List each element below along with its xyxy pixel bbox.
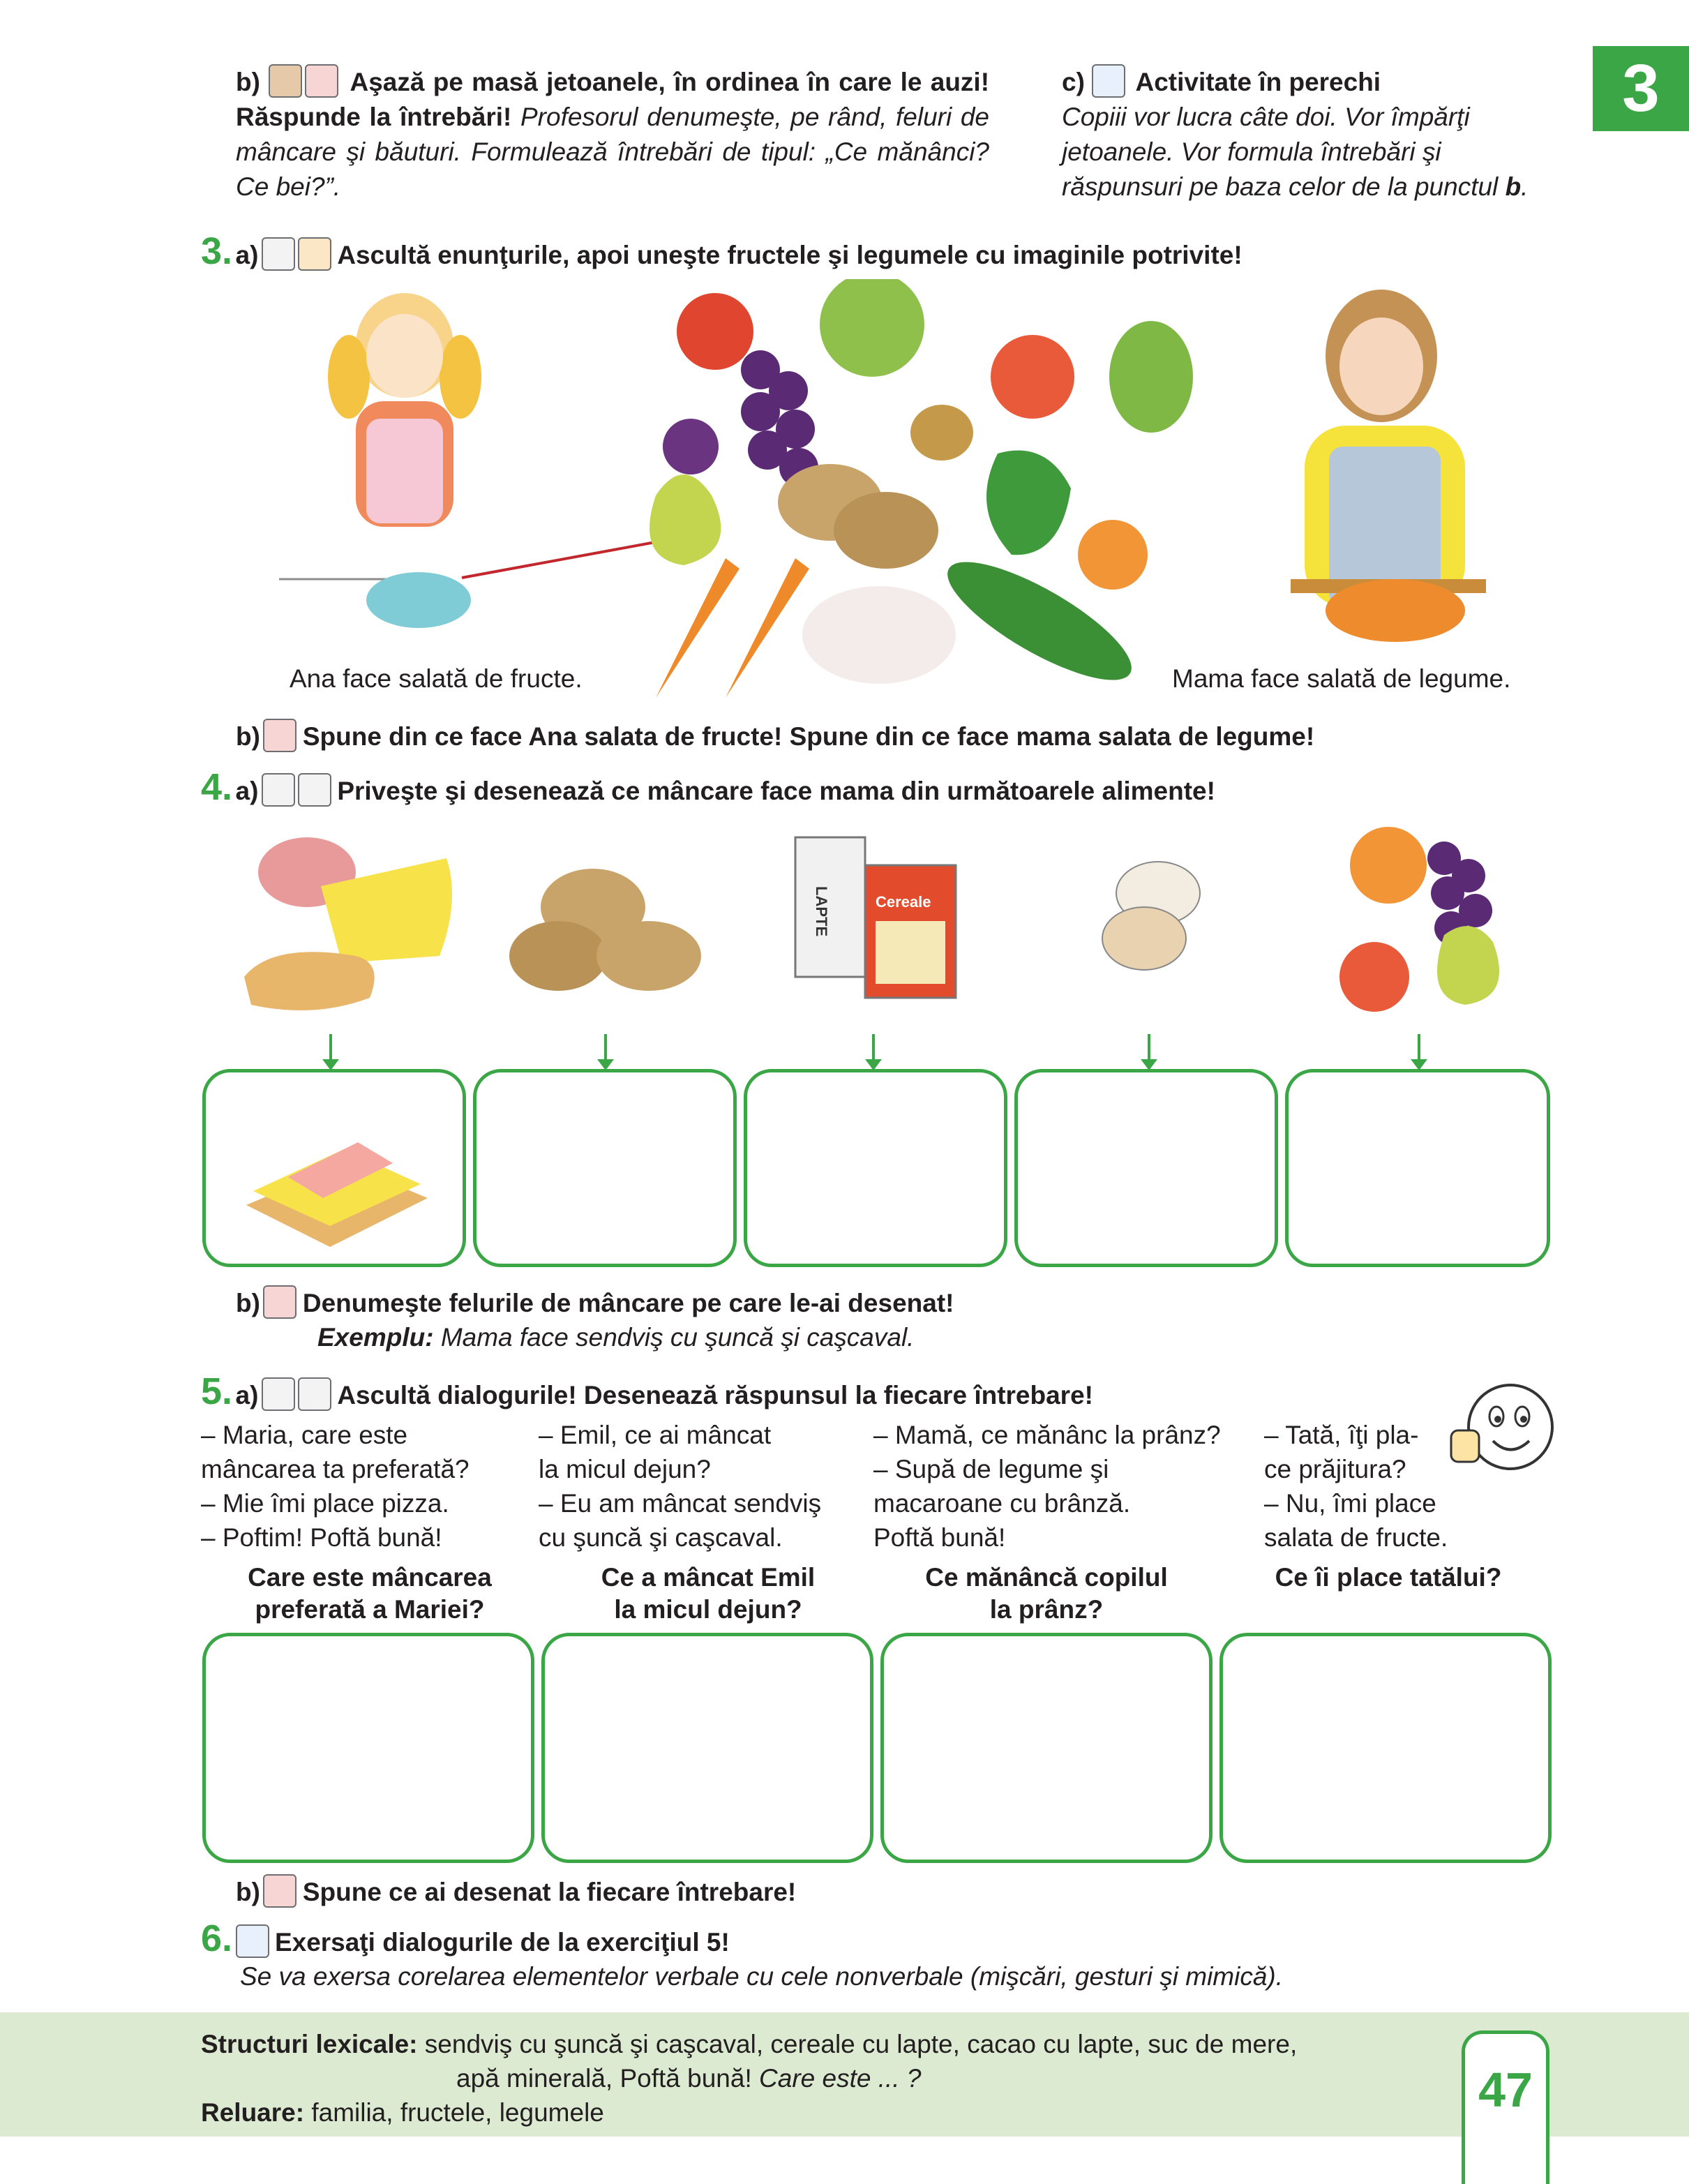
ex4-a-instruction: Priveşte şi desenează ce mâncare face mama din următoarele alimente!: [337, 777, 1215, 805]
ex5-drawing-box-3[interactable]: [880, 1633, 1213, 1863]
question-line: Ce mănâncă copilul: [925, 1563, 1168, 1592]
dialog-line: – Mie îmi place pizza.: [201, 1489, 449, 1518]
milk-label: LAPTE: [813, 886, 830, 937]
lexical-label: Structuri lexicale:: [201, 2030, 418, 2058]
ex5-drawing-box-4[interactable]: [1219, 1633, 1552, 1863]
question-2: [541, 1562, 876, 1626]
ex2-c-block: [1062, 64, 1550, 204]
dialog-line: – Poftim! Poftă bună!: [201, 1523, 442, 1552]
ex6-note: Se va exersa corelarea elementelor verbale cu cele nonverbale (mişcări, gesturi şi mimică).: [240, 1962, 1284, 1991]
dialog-3: [873, 1418, 1264, 1555]
potatoes-illustration: [509, 869, 701, 991]
ex3-a-label: a): [235, 241, 259, 269]
review-label: Reluare:: [201, 2098, 305, 2127]
ex5-drawing-box-1[interactable]: [202, 1633, 534, 1863]
dialog-line: cu şuncă şi caşcaval.: [539, 1523, 783, 1552]
question-line: preferată a Mariei?: [255, 1595, 485, 1624]
dialog-line: mâncarea ta preferată?: [201, 1455, 470, 1483]
pair-children-icon: [1092, 64, 1125, 98]
question-line: la prânz?: [989, 1595, 1104, 1624]
eye-icon: [262, 773, 295, 807]
connect-icon: [298, 237, 331, 271]
dialog-line: – Supă de legume şi: [873, 1455, 1109, 1483]
ham-cheese-bread-illustration: [244, 837, 452, 1010]
question-line: Care este mâncarea: [248, 1563, 492, 1592]
chapter-tab: [1593, 46, 1689, 131]
lips-icon: [263, 1874, 296, 1908]
dialog-2: [539, 1418, 866, 1555]
arrow-1: [329, 1034, 332, 1065]
match-line: [462, 541, 663, 578]
question-4: [1221, 1562, 1556, 1594]
ear-icon: [262, 237, 295, 271]
sandwich-illustration: [232, 1100, 442, 1261]
lips-icon: [263, 719, 296, 752]
dialog-1: [201, 1418, 529, 1555]
ex3-illustration: [279, 279, 1563, 698]
ex2-c-label: c): [1062, 68, 1085, 96]
ex5-b-label: b): [236, 1878, 260, 1906]
ex4-example-text: Mama face sendviş cu şuncă şi caşcaval.: [440, 1323, 915, 1352]
ex4-drawing-box-5[interactable]: [1285, 1069, 1550, 1267]
ex4-number: 4.: [201, 766, 233, 808]
ex2-c-title: Activitate în perechi: [1135, 68, 1381, 96]
ex2-b-note: Profesorul denumeşte, pe rând, feluri de mâncare şi băuturi. Formulează întrebări de tipul: „Ce mănânci? Ce bei?”.: [236, 103, 990, 201]
ex6-number: 6.: [201, 1917, 233, 1959]
lexical-line-1: sendviş cu şuncă şi caşcaval, cereale cu lapte, cacao cu lapte, suc de mere,: [424, 2030, 1298, 2058]
pencil-icon: [298, 1377, 331, 1411]
ex3-heading: [201, 230, 1596, 273]
dialog-line: macaroane cu brânză.: [873, 1489, 1131, 1518]
dialog-line: Poftă bună!: [873, 1523, 1006, 1552]
dialog-line: – Tată, îţi pla-: [1264, 1421, 1419, 1449]
ex4-example-label: Exemplu:: [317, 1323, 434, 1352]
arrow-2: [604, 1034, 607, 1065]
lexical-line-2: apă minerală, Poftă bună!: [456, 2064, 752, 2093]
ex3-number: 3.: [201, 230, 233, 272]
pair-children-icon: [236, 1924, 269, 1958]
smiley-thumbs-up-icon: [1444, 1382, 1556, 1479]
ex5-drawing-box-2[interactable]: [541, 1633, 873, 1863]
ex5-b-instruction: Spune ce ai desenat la fiecare întrebare!: [302, 1878, 797, 1906]
chapter-number: 3: [1622, 51, 1660, 126]
arrow-4: [1148, 1034, 1150, 1065]
dialog-line: salata de fructe.: [1264, 1523, 1448, 1552]
fruit-mix-illustration: [1339, 827, 1499, 1012]
cards-icon: [269, 64, 302, 98]
dialog-line: – Maria, care este: [201, 1421, 408, 1449]
page-number-box: [1462, 2030, 1549, 2184]
lips-icon: [305, 64, 338, 98]
dialog-line: – Emil, ce ai mâncat: [539, 1421, 772, 1449]
ex2-b-block: [236, 64, 989, 204]
ex4-drawing-box-4[interactable]: [1014, 1069, 1278, 1267]
fruits-vegetables-illustration: [650, 279, 1193, 698]
girl-ana-illustration: [279, 293, 481, 628]
caption-ana: Ana face salată de fructe.: [290, 664, 583, 693]
ex4-b-instruction: Denumeşte felurile de mâncare pe care le-ai desenat!: [302, 1289, 954, 1317]
mother-illustration: [1291, 290, 1486, 642]
question-line: Ce îi place tatălui?: [1275, 1563, 1502, 1592]
ex6-heading: [201, 1917, 1596, 1960]
ex4-drawing-box-2[interactable]: [473, 1069, 737, 1267]
footer-lexical: [201, 2027, 1457, 2130]
ex5-b-line: [236, 1874, 1561, 1910]
ex4-food-row: [230, 816, 1577, 1026]
review-text: familia, fructele, legumele: [311, 2098, 604, 2127]
ex4-drawing-box-3[interactable]: [744, 1069, 1007, 1267]
ex4-a-label: a): [235, 777, 259, 805]
ex5-a-label: a): [235, 1381, 259, 1409]
dialog-line: ce prăjitura?: [1264, 1455, 1406, 1483]
page-number: 47: [1478, 2063, 1533, 2117]
arrow-3: [872, 1034, 875, 1065]
ex2-b-instruction: Aşază pe masă jetoanele, în ordinea în care le auzi! Răspunde la întrebări!: [236, 68, 990, 131]
question-line: la micul dejun?: [614, 1595, 802, 1624]
ex2-b-label: b): [236, 68, 260, 96]
ex4-b-label: b): [236, 1289, 260, 1317]
ex4-heading: [201, 766, 1596, 809]
dialog-line: – Mamă, ce mănânc la prânz?: [873, 1421, 1221, 1449]
ex4-drawing-box-1[interactable]: [202, 1069, 466, 1267]
ex3-b-instruction: Spune din ce face Ana salata de fructe! Spune din ce face mama salata de legume!: [302, 722, 1315, 751]
dialog-4: [1264, 1418, 1473, 1555]
ear-icon: [262, 1377, 295, 1411]
caption-mama: Mama face salată de legume.: [1172, 664, 1511, 693]
milk-cereal-illustration: [795, 837, 956, 998]
ex2-c-note-ref: b: [1505, 172, 1522, 201]
lexical-line-2-italic: Care este ... ?: [759, 2064, 922, 2093]
dialog-line: – Eu am mâncat sendviş: [539, 1489, 822, 1518]
arrow-5: [1418, 1034, 1420, 1065]
ex3-b-line: [236, 719, 1596, 754]
ex4-example: [317, 1320, 914, 1355]
ex3-b-label: b): [236, 722, 260, 751]
dialog-line: la micul dejun?: [539, 1455, 711, 1483]
ex2-c-note-end: .: [1521, 172, 1529, 201]
question-1: [202, 1562, 537, 1626]
ex5-number: 5.: [201, 1370, 233, 1412]
cereal-label: Cereale: [876, 893, 931, 911]
question-3: [879, 1562, 1214, 1626]
question-line: Ce a mâncat Emil: [601, 1563, 816, 1592]
lips-icon: [263, 1285, 296, 1319]
ex3-a-instruction: Ascultă enunţurile, apoi uneşte fructele şi legumele cu imaginile potrivite!: [337, 241, 1243, 269]
dialog-line: – Nu, îmi place: [1264, 1489, 1436, 1518]
eggs-illustration: [1102, 862, 1200, 970]
ex5-a-instruction: Ascultă dialogurile! Desenează răspunsul la fiecare întrebare!: [337, 1381, 1093, 1409]
ex5-heading: [201, 1370, 1596, 1413]
ex4-b-line: [236, 1285, 1561, 1321]
ex6-instruction: Exersaţi dialogurile de la exerciţiul 5!: [274, 1928, 730, 1957]
ex2-c-note: Copiii vor lucra câte doi. Vor împărţi jetoanele. Vor formula întrebări şi răspunsuri pe baza celor de la punctul: [1062, 103, 1499, 201]
pencil-icon: [298, 773, 331, 807]
